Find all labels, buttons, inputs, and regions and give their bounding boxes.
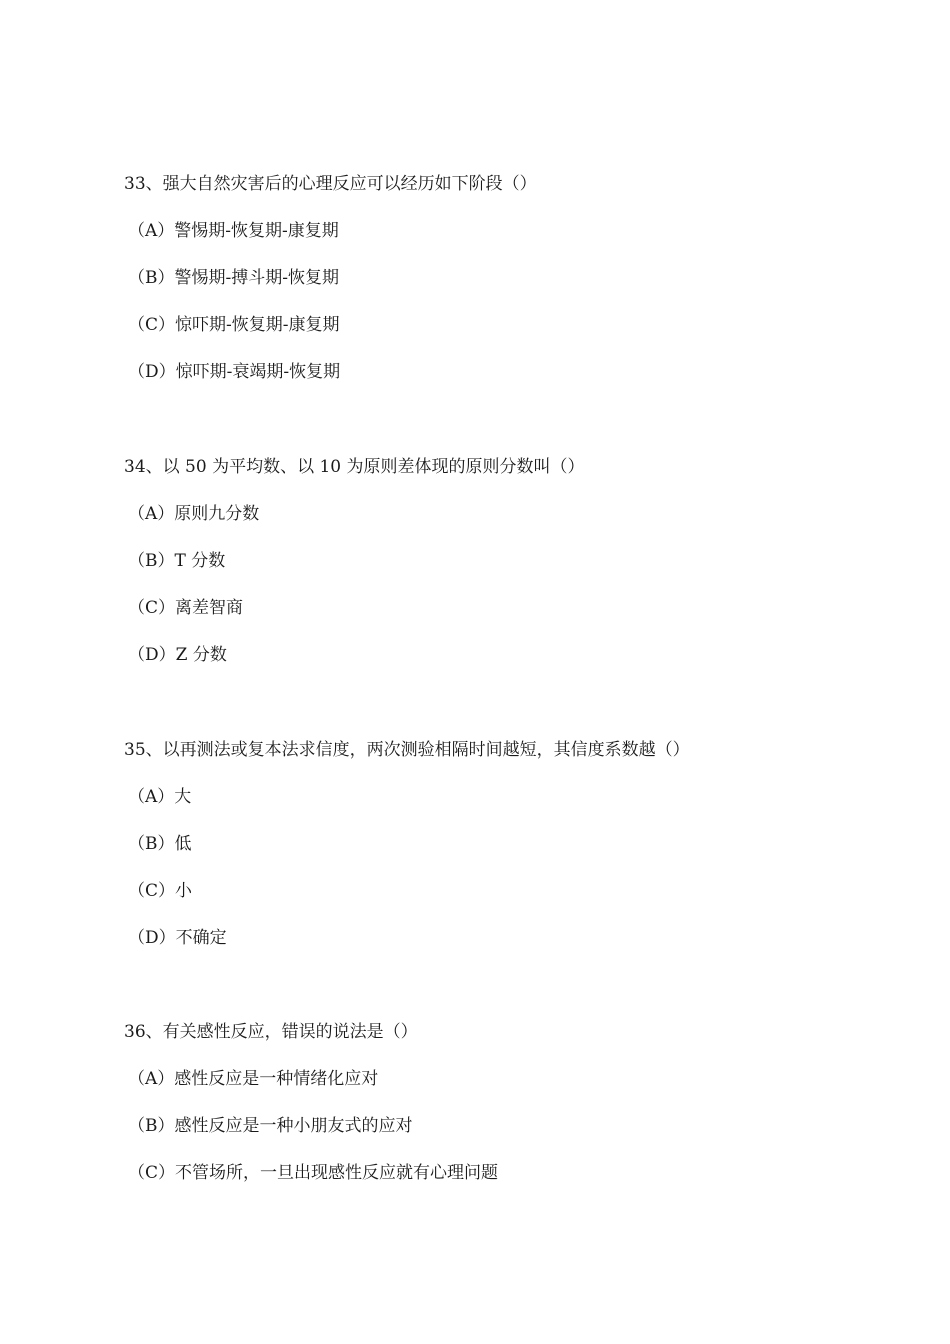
question-33 <box>124 172 884 407</box>
question-stem: 33、强大自然灾害后的心理反应可以经历如下阶段（） <box>124 174 537 194</box>
question-34 <box>124 455 884 690</box>
question-stem: 35、以再测法或复本法求信度，两次测验相隔时间越短，其信度系数越（） <box>124 740 690 760</box>
option-d: （D）惊吓期-衰竭期-恢复期 <box>128 362 341 382</box>
option-d: （D）Z 分数 <box>128 645 227 665</box>
question-35 <box>124 738 884 973</box>
question-36 <box>124 1020 884 1208</box>
option-b: （B）警惕期-搏斗期-恢复期 <box>128 268 339 288</box>
option-d: （D）不确定 <box>128 928 227 948</box>
option-b: （B）T 分数 <box>128 551 226 571</box>
option-b: （B）感性反应是一种小朋友式的应对 <box>128 1116 413 1136</box>
option-c: （C）离差智商 <box>128 598 244 618</box>
option-a: （A）原则九分数 <box>128 504 260 524</box>
option-b: （B）低 <box>128 834 192 854</box>
option-a: （A）感性反应是一种情绪化应对 <box>128 1069 379 1089</box>
option-c: （C）小 <box>128 881 193 901</box>
question-stem: 34、以 50 为平均数、以 10 为原则差体现的原则分数叫（） <box>124 457 585 477</box>
question-stem: 36、有关感性反应，错误的说法是（） <box>124 1022 418 1042</box>
option-a: （A）大 <box>128 787 192 807</box>
option-c: （C）不管场所，一旦出现感性反应就有心理问题 <box>128 1163 499 1183</box>
option-c: （C）惊吓期-恢复期-康复期 <box>128 315 340 335</box>
option-a: （A）警惕期-恢复期-康复期 <box>128 221 339 241</box>
